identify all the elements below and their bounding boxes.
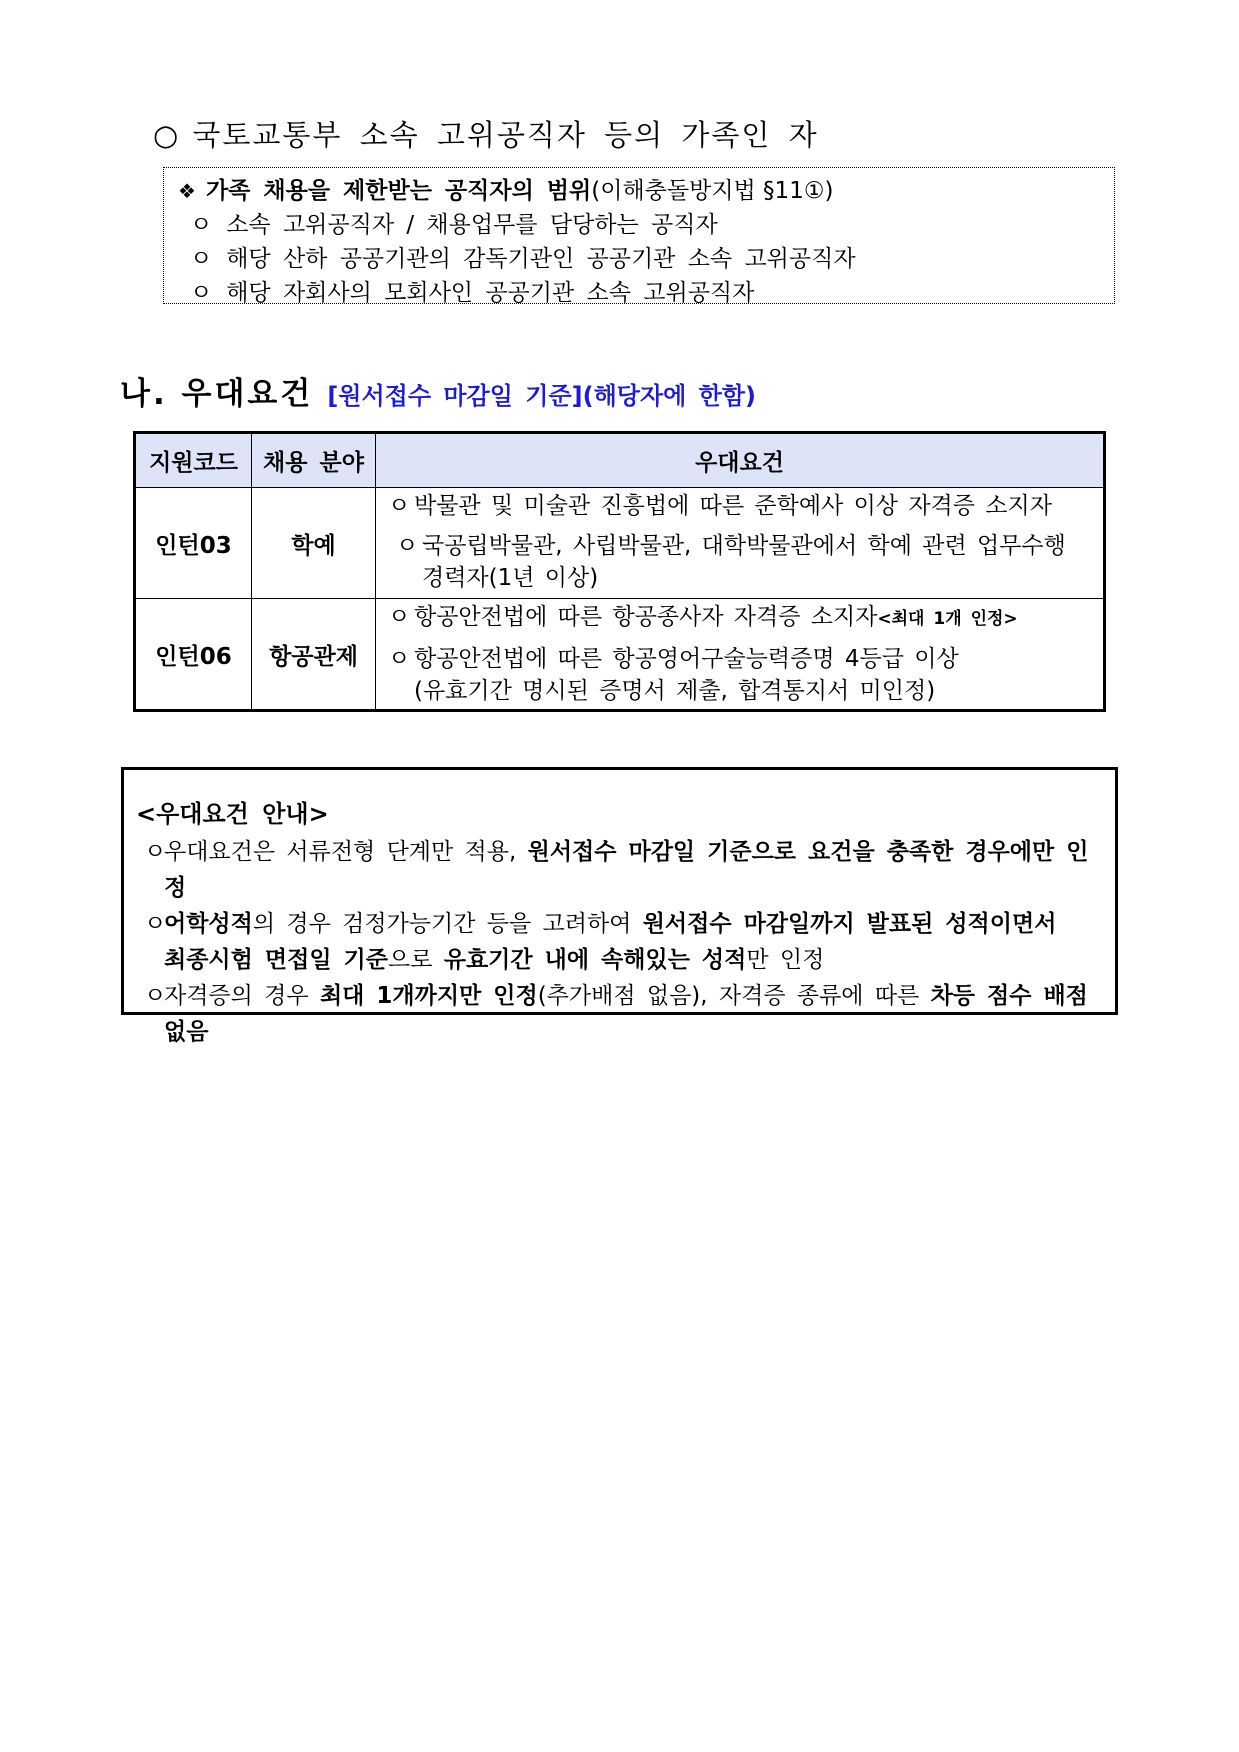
requirement-text: 국공립박물관, 사립박물관, 대학박물관에서 학예 관련 업무수행 (422, 533, 1066, 559)
cell-code: 인턴03 (135, 488, 252, 599)
requirement-item (396, 530, 1099, 594)
guide-text-bold: 원서접수 마감일까지 발표된 성적이면서 (642, 911, 1057, 937)
guide-text-bold: 최대 1개까지만 인정 (319, 983, 538, 1009)
guide-title: <우대요건 안내> (136, 800, 329, 828)
scope-item-text: 소속 고위공직자 / 채용업무를 담당하는 공직자 (226, 212, 718, 238)
requirement-text: 항공안전법에 따른 항공영어구술능력증명 4등급 이상 (414, 646, 959, 672)
scope-lead-bold: 가족 채용을 제한받는 공직자의 범위 (205, 178, 592, 204)
guide-item (136, 906, 1105, 978)
o-bullet-icon: ㅇ (190, 246, 213, 272)
scope-item (178, 208, 1114, 242)
header-requirement: 우대요건 (376, 433, 1105, 488)
o-bullet-icon: ㅇ (144, 911, 167, 937)
o-bullet-icon: ㅇ (388, 646, 411, 672)
o-bullet-icon: ㅇ (388, 604, 411, 630)
guide-text: 우대요건은 서류전형 단계만 적용, (164, 839, 528, 865)
requirement-note: <최대 1개 인정> (877, 609, 1018, 629)
guide-text: 만 인정 (746, 947, 825, 973)
guide-text-bold: 어학성적 (164, 911, 253, 937)
scope-item-text: 해당 자회사의 모회사인 공공기관 소속 고위공직자 (226, 280, 755, 306)
header-field: 채용 분야 (252, 433, 376, 488)
guide-text: 으로 (387, 947, 444, 973)
preference-title: 나. 우대요건 (120, 376, 314, 412)
cell-requirements (376, 488, 1105, 599)
scope-item (178, 276, 1114, 310)
table-row (135, 488, 1105, 599)
scope-item-text: 해당 산하 공공기관의 감독기관인 공공기관 소속 고위공직자 (226, 246, 856, 272)
preference-note: [원서접수 마감일 기준](해당자에 한함) (327, 382, 757, 410)
cell-requirements (376, 599, 1105, 711)
section-heading-family (153, 113, 819, 154)
o-bullet-icon: ㅇ (144, 983, 167, 1009)
o-bullet-icon: ㅇ (190, 212, 213, 238)
header-code: 지원코드 (135, 433, 252, 488)
cell-code: 인턴06 (135, 599, 252, 711)
o-bullet-icon: ㅇ (190, 280, 213, 306)
guide-text-bold: 최종시험 면접일 기준 (164, 947, 388, 973)
scope-lead (178, 174, 1114, 208)
requirement-item (388, 643, 1099, 707)
requirement-item (388, 490, 1099, 522)
guide-text: 자격증의 경우 (164, 983, 320, 1009)
guide-text: 의 경우 검정가능기간 등을 고려하여 (252, 911, 643, 937)
section-heading-preference (120, 368, 756, 413)
family-scope-box (163, 167, 1115, 304)
section-heading-text: 국토교통부 소속 고위공직자 등의 가족인 자 (192, 118, 819, 152)
guide-text-bold: 차등 점수 배점 없음 (164, 983, 1088, 1045)
table-header-row (135, 433, 1105, 488)
o-bullet-icon: ㅇ (144, 839, 167, 865)
requirement-text: 항공안전법에 따른 항공종사자 자격증 소지자 (414, 604, 878, 630)
preference-guide-box (121, 767, 1118, 1045)
cell-field: 항공관제 (252, 599, 376, 711)
requirement-text-cont: 경력자(1년 이상) (422, 565, 599, 591)
guide-text: (추가배점 없음), 자격증 종류에 따른 (537, 983, 931, 1009)
guide-item (136, 978, 1105, 1050)
preference-table (133, 431, 1106, 712)
diamond-bullet-icon: ❖ (178, 179, 196, 203)
scope-item (178, 242, 1114, 276)
table-row (135, 599, 1105, 711)
guide-text-bold: 원서접수 마감일 기준으로 요건을 충족한 경우에만 인정 (164, 839, 1089, 901)
scope-lead-law: (이해충돌방지법 §11①) (591, 178, 834, 204)
cell-field: 학예 (252, 488, 376, 599)
guide-text-bold: 유효기간 내에 속해있는 성적 (443, 947, 747, 973)
requirement-text-cont: (유효기간 명시된 증명서 제출, 합격통지서 미인정) (414, 678, 936, 704)
o-bullet-icon: ㅇ (388, 493, 411, 519)
requirement-text: 박물관 및 미술관 진흥법에 따른 준학예사 이상 자격증 소지자 (414, 493, 1052, 519)
requirement-item (388, 601, 1099, 635)
circle-bullet-icon: ○ (153, 118, 181, 152)
guide-item (136, 834, 1105, 906)
o-bullet-icon: ㅇ (396, 533, 419, 559)
